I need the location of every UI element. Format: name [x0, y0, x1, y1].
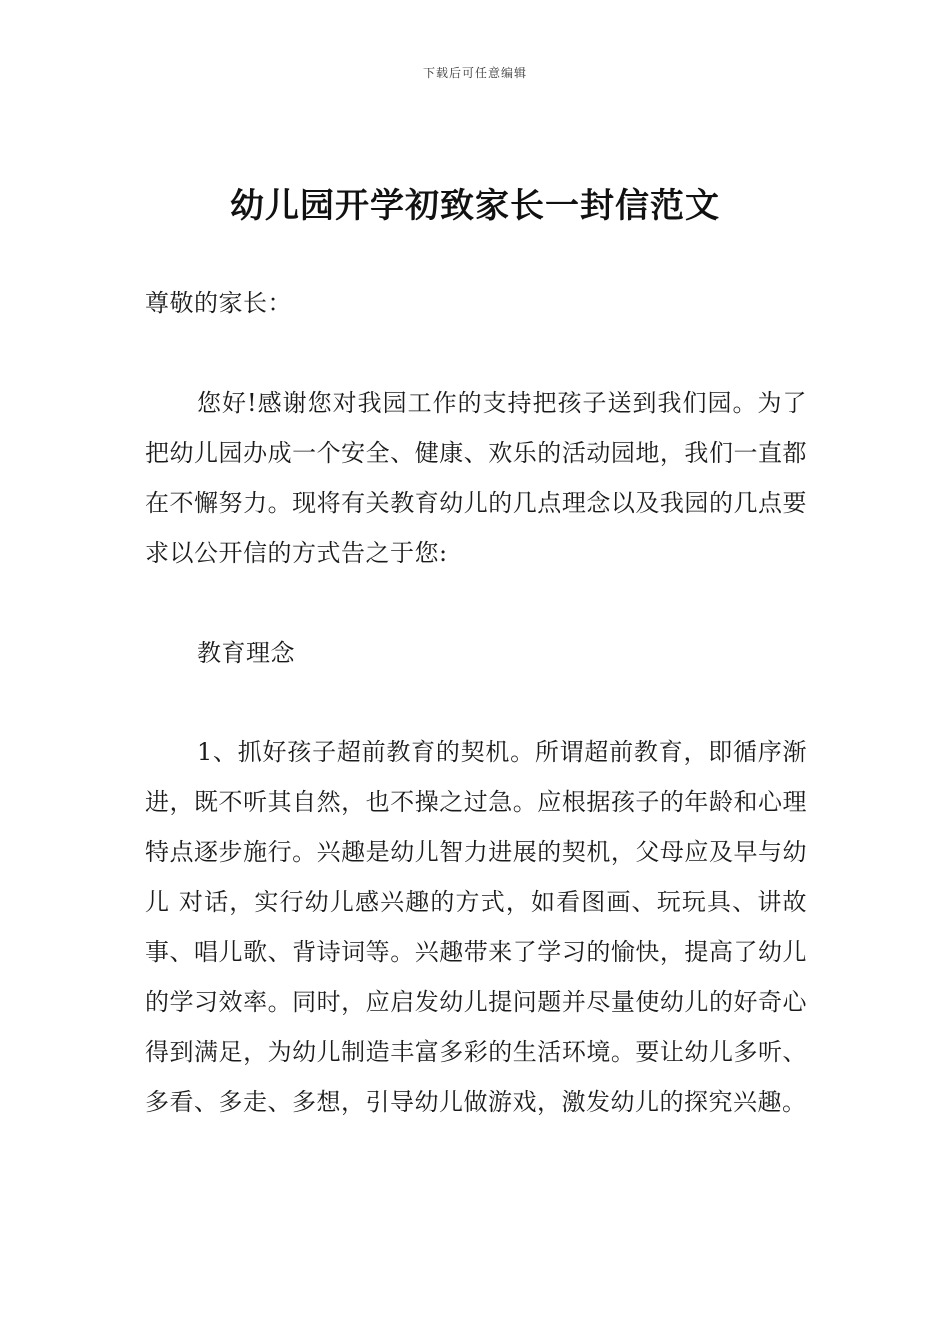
header-note: 下载后可任意编辑: [422, 66, 527, 80]
section-heading: 教育理念: [197, 639, 295, 667]
paragraph-intro: 您好!感谢您对我园工作的支持把孩子送到我们园。为了把幼儿园办成一个安全、健康、欢乐的活动园地，我们一直都在不懈努力。现将有关教育幼儿的几点理念以及我园的几点要求以公开信的方式告之于您:: [145, 389, 807, 567]
salutation: 尊敬的家长：: [145, 289, 292, 317]
document-title: 幼儿园开学初致家长一封信范文: [230, 186, 720, 226]
paragraph-education-1: 1、抓好孩子超前教育的契机。所谓超前教育，即循序渐进，既不听其自然，也不操之过急。应根据孩子的年龄和心理特点逐步施行。兴趣是幼儿智力进展的契机，父母应及早与幼儿 对话，实行幼儿感兴趣的方式，如看图画、玩玩具、讲故事、唱儿歌、背诗词等。兴趣带来了学习的愉快，提高了幼儿的学习效率。同时，应启发幼儿提问题并尽量使幼儿的好奇心得到满足，为幼儿制造丰富多彩的生活环境。要让幼儿多听、多看、多走、多想，引导幼儿做游戏，激发幼儿的探究兴趣。: [145, 738, 807, 1116]
